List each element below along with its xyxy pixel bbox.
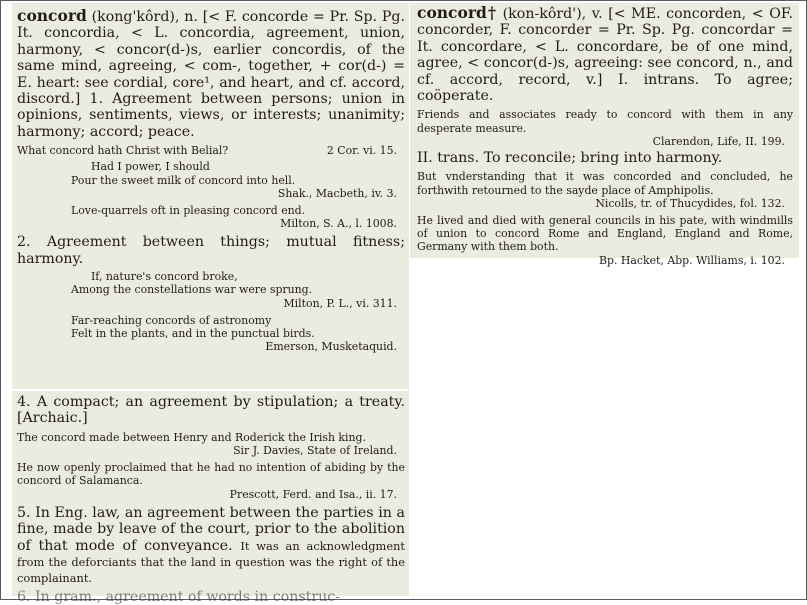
citation: 2 Cor. vi. 15.: [326, 144, 397, 158]
etymology-noun: [< F. concorde = Pr. Sp. Pg. It. concordia, < L. concordia, agreement, union, harmony, < concor(d-)s, earlier concordis, of the same mind, agreeing, < com-, together, + cor(d-) = E. heart: see cordial, core¹, and heart, and cf. accord, discord.]: [17, 9, 405, 108]
sense-2-definition: II. trans. To reconcile; bring into harmony.: [417, 150, 723, 167]
etymology-verb: [< ME. concorden, < OF. concorder, F. concorder = Pr. Sp. Pg. concordar = It. concordare, < L. concordare, be of one mind, agree, < concor(d-)s, agreeing: see concord, n., and cf. accord, record, v.]: [417, 6, 793, 88]
quotation: The concord made between Henry and Roderick the Irish king.: [17, 430, 366, 444]
sense-number: 1.: [89, 91, 103, 108]
quotation: Friends and associates ready to concord with them in any desperate measure.: [417, 108, 793, 135]
pronunciation-verb: (kon-kôrd'), v.: [502, 6, 603, 22]
verse-line: Pour the sweet milk of concord into hell.: [71, 173, 296, 187]
sense-5-definition: 5. In Eng. law, an agreement between the parties in a fine, made by leave of the court, prior to the abolition of that mode of conveyance. It was an acknowledgment from the deforciants that the land in question was the right of the complainant.: [17, 504, 405, 586]
verse-line: Far-reaching concords of astronomy: [71, 313, 272, 327]
quotation: He lived and died with general councils in his pate, with windmills of union to concord Rome and England, England and Rome, Germany with them both.: [417, 214, 793, 254]
entry-verb-header: [417, 5, 793, 104]
citation: Shak., Macbeth, iv. 3.: [277, 186, 397, 200]
verse-line: Had I power, I should: [91, 160, 210, 174]
sense-definition: Agreement between persons; union in opinions, sentiments, views, or interests; unanimity; harmony; accord; peace.: [17, 91, 405, 140]
headword-verb: concord†: [417, 3, 498, 22]
cut-off-line: 6. In gram., agreement of words in construc-: [17, 588, 341, 605]
citation: Bp. Hacket, Abp. Williams, i. 102.: [599, 253, 785, 267]
citation: Sir J. Davies, State of Ireland.: [233, 444, 397, 458]
quotation: He now openly proclaimed that he had no intention of abiding by the concord of Salamanca.: [17, 461, 405, 488]
quotation: But vnderstanding that it was concorded and concluded, he forthwith retourned to the sayde place of Amphipolis.: [417, 170, 793, 197]
citation: Milton, S. A., l. 1008.: [280, 217, 397, 231]
sense-4-definition: 4. A compact; an agreement by stipulation; a treaty. [Archaic.]: [17, 394, 405, 427]
entry-noun-header: [17, 8, 405, 140]
sense-1-definition: I. intrans. To agree; coöperate.: [417, 71, 793, 105]
pronunciation-noun: (kong'kôrd), n.: [91, 9, 198, 25]
citation: Prescott, Ferd. and Isa., ii. 17.: [229, 487, 397, 501]
verse-line: Love-quarrels oft in pleasing concord end.: [71, 204, 306, 218]
verse-line: Among the constellations war were sprung.: [71, 283, 313, 297]
verse-line: Felt in the plants, and in the punctual birds.: [71, 327, 315, 341]
headword-noun: concord: [17, 6, 87, 25]
dictionary-clipping-noun-part2: [12, 391, 409, 605]
dictionary-clipping-noun-part1: [12, 3, 409, 389]
dictionary-clipping-verb: [410, 3, 799, 267]
quotation: What concord hath Christ with Belial? 2 Cor. vi. 15.: [17, 144, 397, 158]
citation: Milton, P. L., vi. 311.: [283, 296, 397, 310]
citation: Nicolls, tr. of Thucydides, fol. 132.: [595, 196, 785, 210]
citation: Clarendon, Life, II. 199.: [652, 134, 785, 148]
verse-line: If, nature's concord broke,: [91, 270, 238, 284]
sense-2-definition: 2. Agreement between things; mutual fitness; harmony.: [17, 234, 405, 267]
citation: Emerson, Musketaquid.: [265, 340, 397, 354]
